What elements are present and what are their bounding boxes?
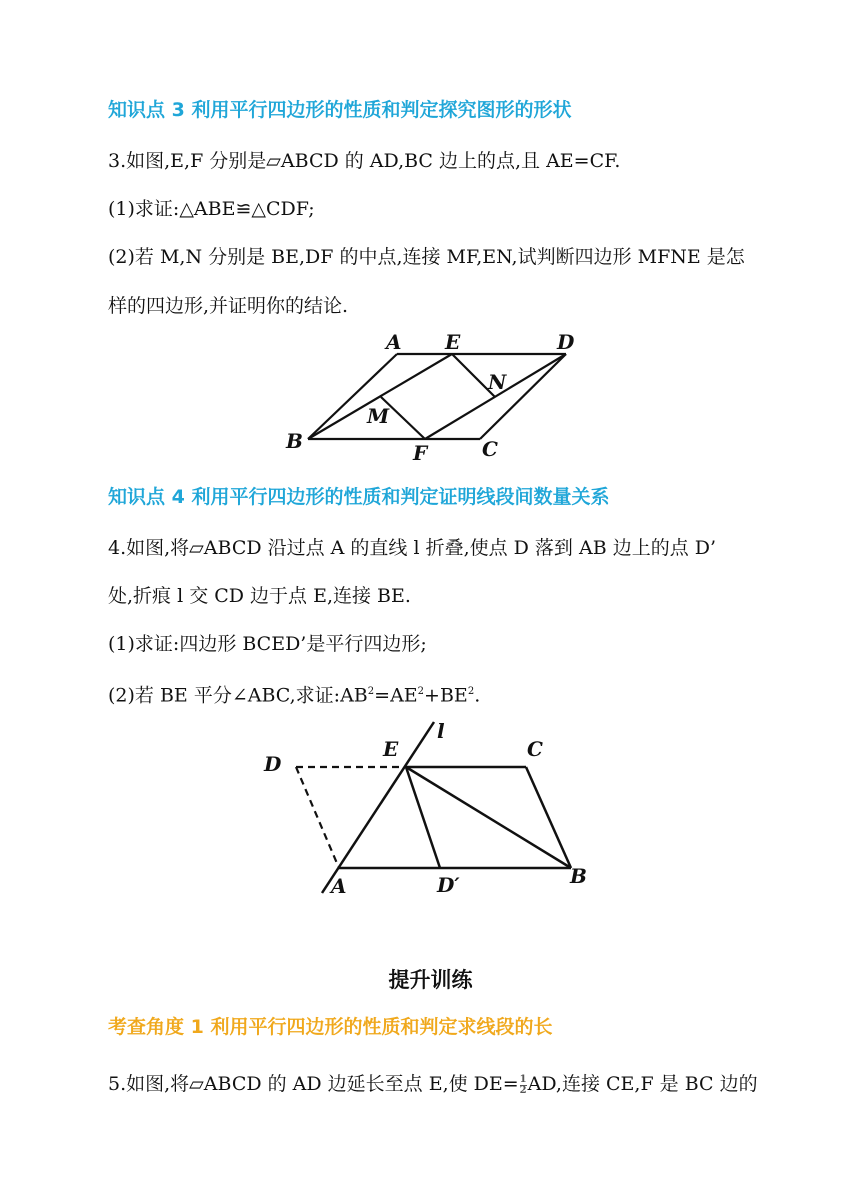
fig1-label-F: F — [413, 441, 428, 465]
fig2-label-E: E — [383, 737, 399, 761]
question-4-line-1: 4.如图,将▱ABCD 沿过点 A 的直线 l 折叠,使点 D 落到 AB 边上的点 D’ — [108, 537, 717, 559]
question-3-line-3: (2)若 M,N 分别是 BE,DF 的中点,连接 MF,EN,试判断四边形 MFNE 是怎 — [108, 246, 745, 268]
training-title: 提升训练 — [388, 968, 473, 992]
question-4-line-2: 处,折痕 l 交 CD 边于点 E,连接 BE. — [108, 585, 411, 607]
section-4-heading: 知识点 4 利用平行四边形的性质和判定证明线段间数量关系 — [108, 486, 610, 508]
fraction-one-half: $\frac{1}{2}$ — [519, 1073, 527, 1096]
fig1-label-E: E — [445, 330, 461, 354]
fig1-label-B: B — [286, 429, 303, 453]
question-5-line-1: 5.如图,将▱ABCD 的 AD 边延长至点 E,使 DE= $\frac{1}{2}$ AD,连接 CE,F 是 BC 边的 — [108, 1073, 758, 1096]
question-4-line-4: (2)若 BE 平分∠ABC,求证$:AB^2=AE^2+BE^2$. — [108, 684, 481, 707]
fig2-label-l: l — [437, 719, 445, 743]
fig2-label-C: C — [527, 737, 543, 761]
question-3-line-1: 3.如图,E,F 分别是▱ABCD 的 AD,BC 边上的点,且 AE=CF. — [108, 150, 621, 172]
fig1-label-N: N — [488, 370, 507, 394]
fig1-label-M: M — [367, 404, 390, 428]
section-3-heading: 知识点 3 利用平行四边形的性质和判定探究图形的形状 — [108, 99, 572, 121]
question-3-line-2: (1)求证:△ABE≌△CDF; — [108, 198, 315, 220]
fig2-label-D: D — [264, 752, 282, 776]
fig2-label-Dprime: D′ — [437, 873, 460, 897]
question-4-line-3: (1)求证:四边形 BCED’是平行四边形; — [108, 633, 427, 655]
fig1-label-D: D — [557, 330, 575, 354]
fig1-label-C: C — [482, 437, 498, 461]
fig2-label-A: A — [331, 874, 347, 898]
fig2-label-B: B — [570, 864, 587, 888]
fig1-label-A: A — [386, 330, 402, 354]
angle-1-heading: 考查角度 1 利用平行四边形的性质和判定求线段的长 — [108, 1016, 553, 1038]
question-3-line-4: 样的四边形,并证明你的结论. — [108, 295, 349, 317]
